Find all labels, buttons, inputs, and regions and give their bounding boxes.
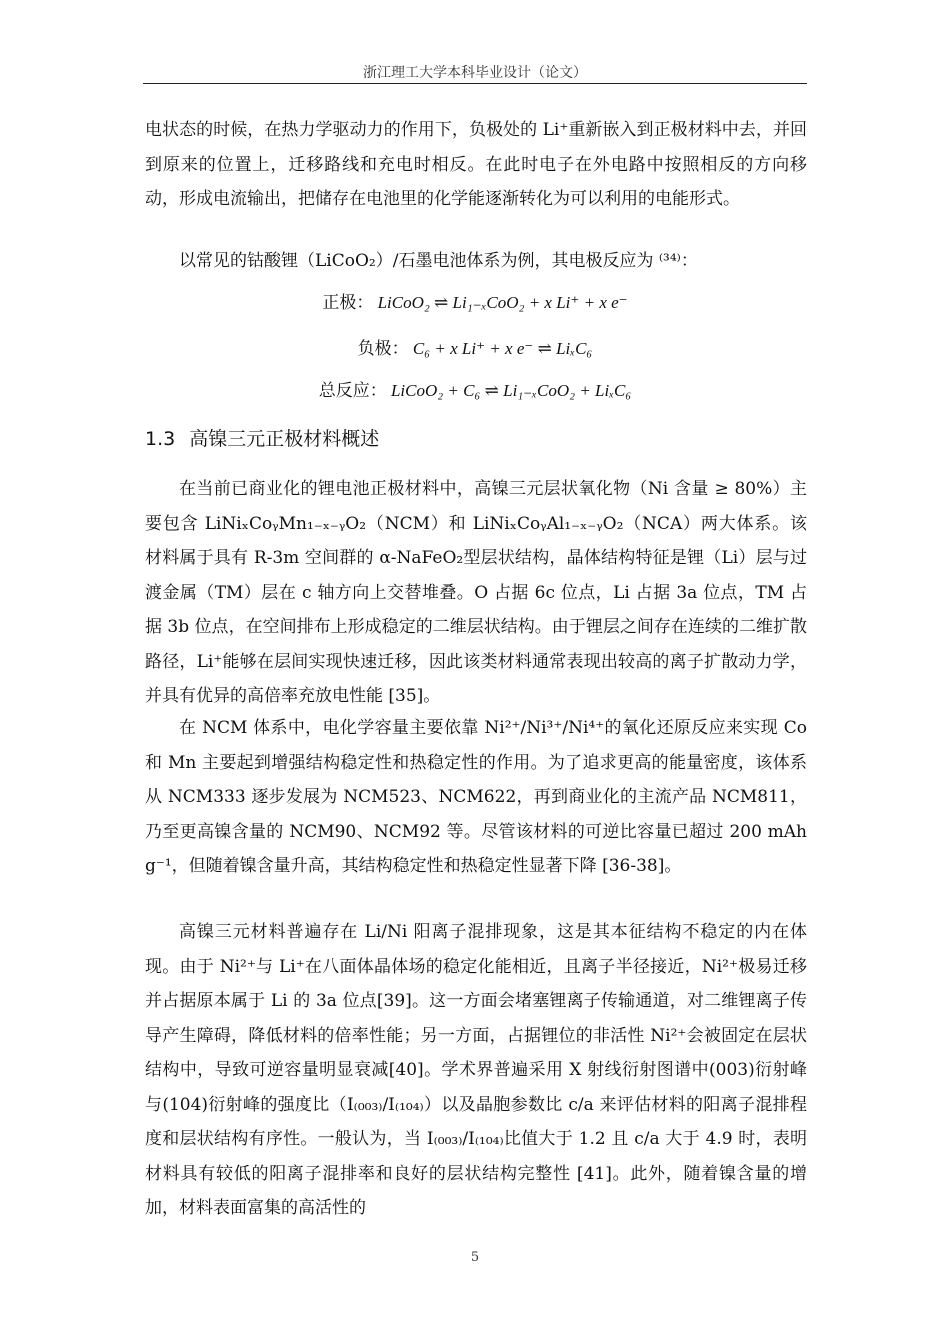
equation-label: 正极： (322, 293, 374, 313)
equation-expression: C₆ + x Li⁺ + x e⁻ ⇌ LiₓC₆ (412, 339, 593, 358)
equation-anode (0, 334, 950, 359)
equation-expression: LiCoO₂ ⇌ Li₁₋ₓCoO₂ + x Li⁺ + x e⁻ (377, 293, 628, 312)
header-rule (143, 83, 807, 84)
paragraph-ncm-system: 在 NCM 体系中，电化学容量主要依靠 Ni²⁺/Ni³⁺/Ni⁴⁺的氧化还原反应来实现 Co 和 Mn 主要起到增强结构稳定性和热稳定性的作用。为了追求更高的能量密度，该体系从 NCM333 逐步发展为 NCM523、NCM622，再到商业化的主流产品 NCM811，乃至更高镍含量的 NCM90、NCM92 等。尽管该材料的可逆比容量已超过 200 mAh g⁻¹，但随着镍含量升高，其结构稳定性和热稳定性显著下降 [36-38]。 (145, 718, 807, 876)
section-heading (145, 424, 379, 451)
running-header: 浙江理工大学本科毕业设计（论文） (363, 65, 587, 81)
page-number: 5 (470, 1250, 480, 1265)
equation-label: 总反应： (318, 381, 387, 401)
paragraph-cation-mixing: 高镍三元材料普遍存在 Li/Ni 阳离子混排现象，这是其本征结构不稳定的内在体现。由于 Ni²⁺与 Li⁺在八面体晶体场的稳定化能相近，且离子半径接近，Ni²⁺极易迁移并占据原本属于 Li 的 3a 位点[39]。这一方面会堵塞锂离子传输通道，对二维锂离子传导产生障碍，降低材料的倍率性能；另一方面，占据锂位的非活性 Ni²⁺会被固定在层状结构中，导致可逆容量明显衰减[40]。学术界普遍采用 X 射线衍射图谱中(003)衍射峰与(104)衍射峰的强度比（I₍₀₀₃₎/I₍₁₀₄₎）以及晶胞参数比 c/a 来评估材料的阳离子混排程度和层状结构有序性。一般认为，当 I₍₀₀₃₎/I₍₁₀₄₎比值大于 1.2 且 c/a 大于 4.9 时，表明材料具有较低的阳离子混排率和良好的层状结构完整性 [41]。此外，随着镍含量的增加，材料表面富集的高活性的 (145, 922, 807, 1218)
equation-expression: LiCoO₂ + C₆ ⇌ Li₁₋ₓCoO₂ + LiₓC₆ (390, 381, 632, 400)
equation-cathode (0, 288, 950, 313)
paragraph-continued: 电状态的时候，在热力学驱动力的作用下，负极处的 Li⁺重新嵌入到正极材料中去，并回到原来的位置上，迁移路线和充电时相反。在此时电子在外电路中按照相反的方向移动，形成电流输出，把储存在电池里的化学能逐渐转化为可以利用的电能形式。 (145, 120, 807, 209)
section-number: 1.3 (145, 428, 176, 450)
paragraph-high-nickel-overview: 在当前已商业化的锂电池正极材料中，高镍三元层状氧化物（Ni 含量 ≥ 80%）主要包含 LiNiₓCoᵧMn₁₋ₓ₋ᵧO₂（NCM）和 LiNiₓCoᵧAl₁₋ₓ₋ᵧO₂（NCA）两大体系。该材料属于具有 R-3m 空间群的 α-NaFeO₂型层状结构，晶体结构特征是锂（Li）层与过渡金属（TM）层在 c 轴方向上交替堆叠。O 占据 6c 位点，Li 占据 3a 位点，TM 占据 3b 位点，在空间排布上形成稳定的二维层状结构。由于锂层之间存在连续的二维扩散路径，Li⁺能够在层间实现快速迁移，因此该类材料通常表现出较高的离子扩散动力学，并具有优异的高倍率充放电性能 [35]。 (145, 479, 807, 706)
equation-overall (0, 376, 950, 401)
paragraph-electrode-intro: 以常见的钴酸锂（LiCoO₂）/石墨电池体系为例，其电极反应为 ⁽³⁴⁾： (179, 251, 698, 271)
section-title: 高镍三元正极材料概述 (189, 428, 380, 450)
equation-label: 负极： (357, 339, 409, 359)
